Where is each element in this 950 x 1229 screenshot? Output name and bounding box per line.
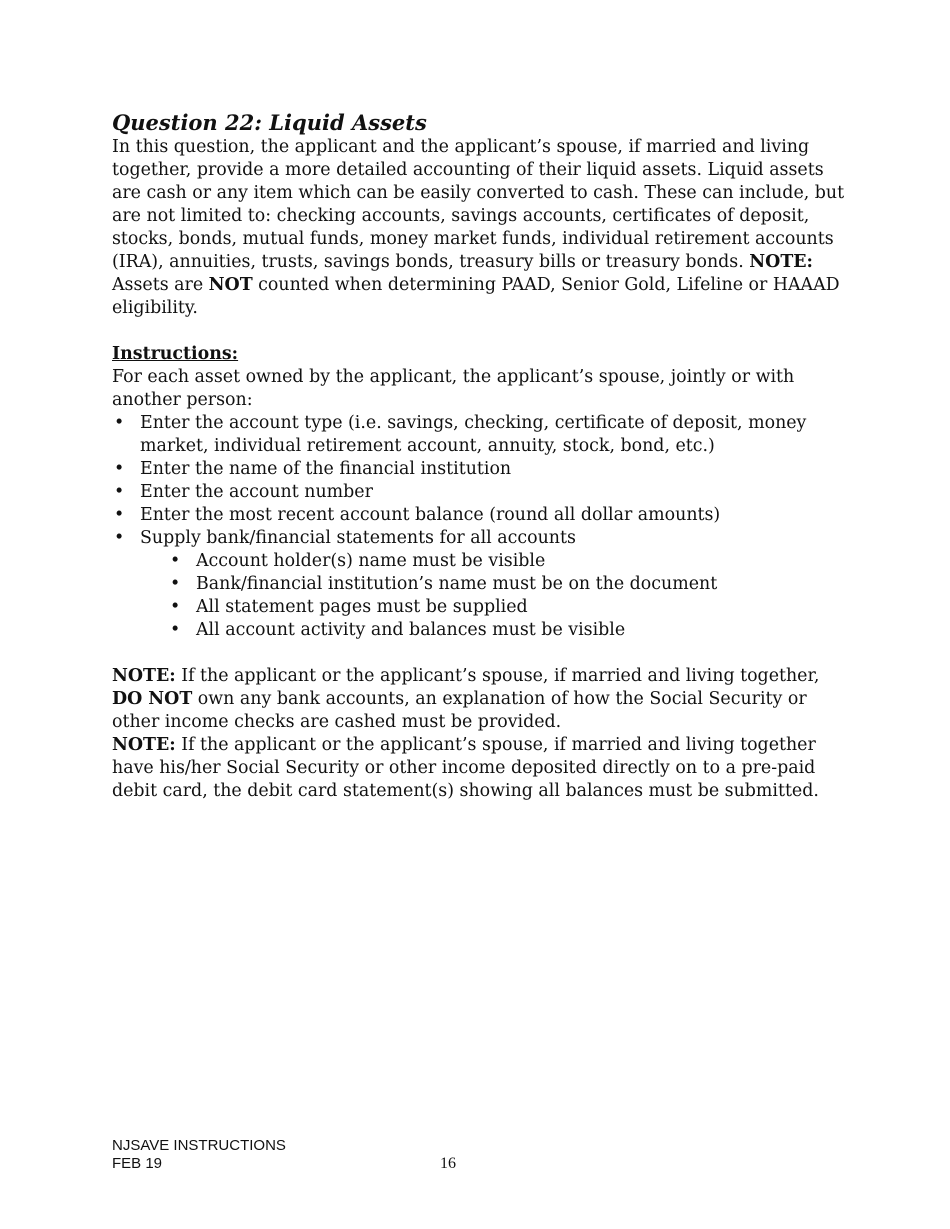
- bullet-icon: •: [170, 597, 181, 617]
- bullet-icon: •: [170, 551, 181, 571]
- page-footer: [112, 1137, 286, 1173]
- intro-note-pre: Assets are: [112, 275, 209, 295]
- bullet-icon: •: [114, 505, 125, 525]
- intro-note-post: counted when determining PAAD, Senior Gold, Lifeline or HAAAD eligibility.: [112, 275, 840, 318]
- bullet-icon: •: [114, 413, 125, 433]
- intro-note-label: NOTE:: [749, 252, 813, 272]
- instructions-heading: Instructions:: [112, 344, 239, 364]
- list-item-text: Enter the account type (i.e. savings, checking, certificate of deposit, money market, individual retirement account, annuity, stock, bond, etc.): [140, 413, 807, 456]
- intro-note-not: NOT: [208, 275, 253, 295]
- page-number: 16: [440, 1155, 456, 1172]
- list-item: [112, 458, 847, 481]
- list-item: [112, 412, 847, 458]
- intro-text: In this question, the applicant and the applicant’s spouse, if married and living together, provide a more detailed accounting of their liquid assets. Liquid assets are cash or any item which can be easily converted to cash. These can include, but are not limited to: checking accounts, savings accounts, certificates of deposit, stocks, bonds, mutual funds, money market funds, individual retirement accounts (IRA), annuities, trusts, savings bonds, treasury bills or treasury bonds.: [112, 137, 845, 272]
- instructions-list: [112, 412, 847, 550]
- list-item: [112, 481, 847, 504]
- bullet-icon: •: [114, 482, 125, 502]
- statement-requirements-list: [168, 550, 847, 642]
- sub-list-item-text: All account activity and balances must be visible: [196, 620, 626, 640]
- sub-list-item: [168, 550, 847, 573]
- sub-list-item: [168, 619, 847, 642]
- note-no-accounts: [112, 665, 847, 734]
- note1-bold: DO NOT: [112, 689, 193, 709]
- bullet-icon: •: [114, 528, 125, 548]
- list-item: [112, 527, 847, 550]
- footer-date: FEB 19: [112, 1155, 163, 1172]
- sub-list-item-text: Account holder(s) name must be visible: [196, 551, 546, 571]
- sub-list-item: [168, 573, 847, 596]
- note2-text: If the applicant or the applicant’s spouse, if married and living together have his/her Social Security or other income deposited directly on to a pre-paid debit card, the debit card statement(s) showing all balances must be submitted.: [112, 735, 819, 801]
- note-debit-card: [112, 734, 847, 803]
- page-content: [112, 110, 847, 803]
- list-item-text: Enter the account number: [140, 482, 373, 502]
- note1-post: own any bank accounts, an explanation of how the Social Security or other income checks are cashed must be provided.: [112, 689, 807, 732]
- note1-label: NOTE:: [112, 666, 176, 686]
- sub-list-item-text: Bank/financial institution’s name must be on the document: [196, 574, 718, 594]
- list-item-text: Enter the name of the financial institution: [140, 459, 512, 479]
- bullet-icon: •: [114, 459, 125, 479]
- list-item: [112, 504, 847, 527]
- list-item-text: Supply bank/financial statements for all accounts: [140, 528, 576, 548]
- sub-list-item: [168, 596, 847, 619]
- intro-paragraph: [112, 136, 847, 320]
- note2-label: NOTE:: [112, 735, 176, 755]
- spacer: [112, 642, 847, 665]
- bullet-icon: •: [170, 620, 181, 640]
- instructions-lead: For each asset owned by the applicant, the applicant’s spouse, jointly or with another person:: [112, 367, 795, 410]
- sub-list-item-text: All statement pages must be supplied: [196, 597, 528, 617]
- section-title: Question 22: Liquid Assets: [112, 110, 427, 135]
- footer-title: NJSAVE INSTRUCTIONS: [112, 1137, 286, 1154]
- bullet-icon: •: [170, 574, 181, 594]
- list-item-text: Enter the most recent account balance (round all dollar amounts): [140, 505, 721, 525]
- note1-pre: If the applicant or the applicant’s spouse, if married and living together,: [175, 666, 820, 686]
